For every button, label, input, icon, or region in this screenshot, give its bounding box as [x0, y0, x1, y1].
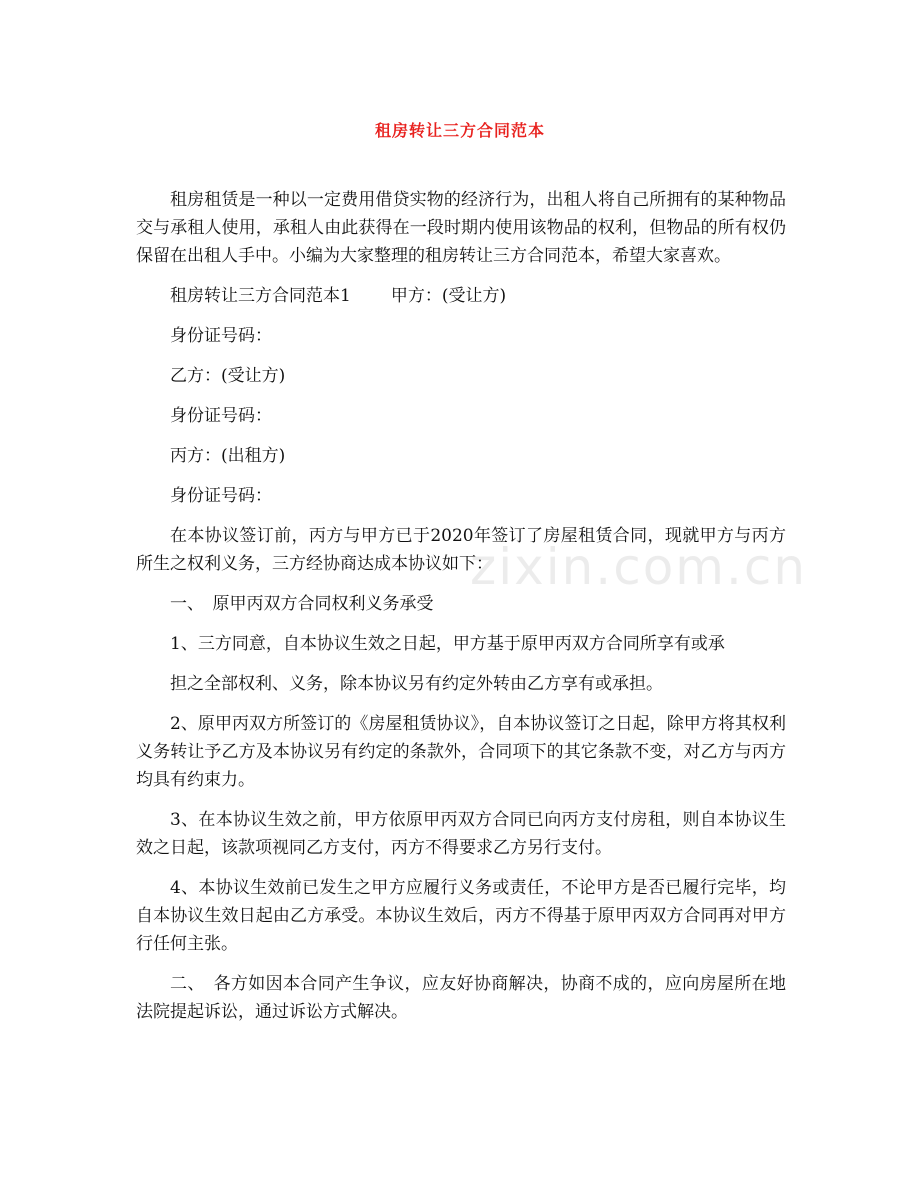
party-a-id-line: 身份证号码： [170, 326, 272, 346]
section-1-title: 一、 原甲丙双方合同权利义务承受 [170, 594, 434, 614]
clause-3-paragraph: 3、在本协议生效之前，甲方依原甲丙双方合同已向丙方支付房租，则自本协议生效之日起，该款项视同乙方支付，丙方不得要求乙方另行支付。 [136, 810, 786, 858]
document-title: 租房转让三方合同范本 [374, 121, 545, 140]
preamble-paragraph: 在本协议签订前，丙方与甲方已于2020年签订了房屋租赁合同，现就甲方与丙方所生之权利义务，三方经协商达成本协议如下： [136, 526, 786, 574]
contract-heading: 租房转让三方合同范本1 [170, 286, 351, 306]
clause-2-paragraph: 2、原甲丙双方所签订的《房屋租赁协议》，自本协议签订之日起，除甲方将其权利义务转让予乙方及本协议另有约定的条款外，合同项下的其它条款不变，对乙方与丙方均具有约束力。 [136, 714, 786, 790]
section-2-paragraph: 二、 各方如因本合同产生争议，应友好协商解决，协商不成的，应向房屋所在地法院提起诉讼，通过诉讼方式解决。 [136, 974, 786, 1022]
clause-1-line-1: 1、三方同意，自本协议生效之日起，甲方基于原甲丙双方合同所享有或承 [170, 634, 725, 654]
party-b-line: 乙方：(受让方) [170, 366, 286, 386]
clause-1-line-2: 担之全部权利、义务，除本协议另有约定外转由乙方享有或承担。 [170, 674, 663, 694]
contract-heading-line [136, 282, 786, 310]
party-c-line: 丙方：(出租方) [170, 446, 286, 466]
party-a-label: 甲方：(受让方) [390, 286, 507, 306]
party-c-id-line: 身份证号码： [170, 486, 272, 506]
watermark: zixin.com.cn [470, 538, 808, 596]
intro-paragraph: 租房租赁是一种以一定费用借贷实物的经济行为，出租人将自己所拥有的某种物品交与承租人使用，承租人由此获得在一段时期内使用该物品的权利，但物品的所有权仍保留在出租人手中。小编为大家整理的租房转让三方合同范本，希望大家喜欢。 [136, 190, 786, 266]
clause-4-paragraph: 4、本协议生效前已发生之甲方应履行义务或责任，不论甲方是否已履行完毕，均自本协议生效日起由乙方承受。本协议生效后，丙方不得基于原甲丙双方合同再对甲方行任何主张。 [136, 878, 786, 954]
party-b-id-line: 身份证号码： [170, 406, 272, 426]
document-body [136, 186, 786, 1026]
